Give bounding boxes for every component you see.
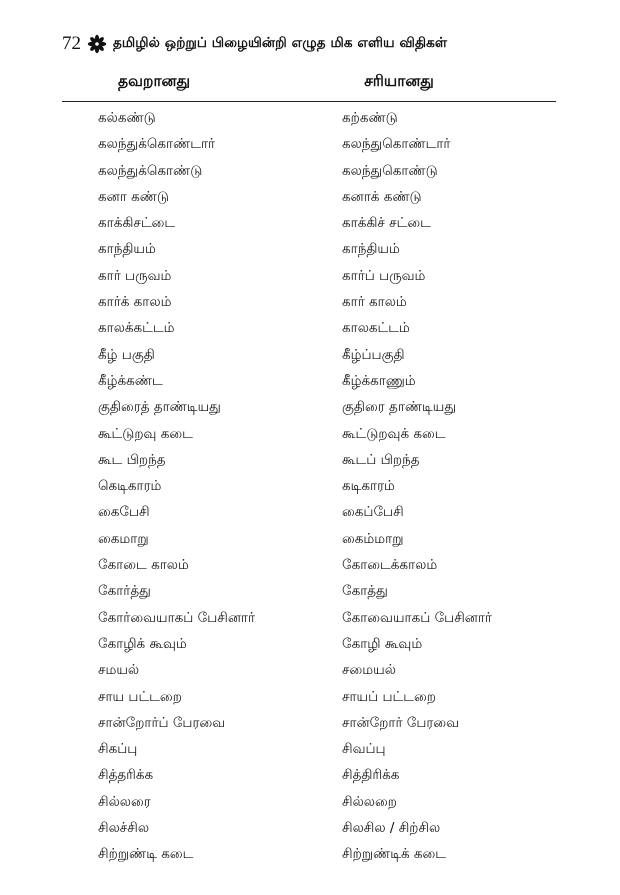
table-row xyxy=(0,631,620,657)
correct-form: காலகட்டம் xyxy=(342,320,410,337)
correct-form: சிவப்பு xyxy=(342,741,386,758)
wrong-form: கீழ் பகுதி xyxy=(98,346,155,363)
correct-form: கார்ப் பருவம் xyxy=(342,267,426,284)
correct-form: கீழ்ப்பகுதி xyxy=(342,346,405,363)
wrong-form: காந்தியம் xyxy=(98,241,156,258)
correct-form: கைப்பேசி xyxy=(342,504,404,521)
wrong-form: கைபேசி xyxy=(98,504,150,521)
correct-form: சித்திரிக்க xyxy=(342,767,400,784)
correct-form: கோத்து xyxy=(342,583,388,600)
correct-form: கூட்டுறவுக் கடை xyxy=(342,425,446,442)
correct-form: கூடப் பிறந்த xyxy=(342,451,420,468)
correct-form: கீழ்க்காணும் xyxy=(342,372,416,389)
wrong-form: கார்க் காலம் xyxy=(98,294,172,311)
table-row xyxy=(0,315,620,341)
correct-form: சில்லறை xyxy=(342,793,397,810)
correct-form: கடிகாரம் xyxy=(342,478,395,495)
wrong-form: சான்றோர்ப் பேரவை xyxy=(98,714,226,731)
table-row xyxy=(0,473,620,499)
wrong-form: கோடை காலம் xyxy=(98,557,189,574)
wrong-form: கூட்டுறவு கடை xyxy=(98,425,193,442)
wrong-form: கீழ்க்கண்ட xyxy=(98,372,163,389)
running-header xyxy=(62,30,447,58)
wrong-form: குதிரைத் தாண்டியது xyxy=(98,399,221,416)
correct-form: கோழி கூவும் xyxy=(342,635,423,652)
table-row xyxy=(0,131,620,157)
wrong-form: சிகப்பு xyxy=(98,741,138,758)
flower-ornament-icon xyxy=(87,34,107,54)
wrong-form: கல்கண்டு xyxy=(98,110,156,126)
table-row xyxy=(0,368,620,394)
table-row xyxy=(0,421,620,447)
wrong-form: கார் பருவம் xyxy=(98,267,172,284)
wrong-form: சாய பட்டறை xyxy=(98,688,182,705)
correct-form: கற்கண்டு xyxy=(342,110,398,126)
table-row xyxy=(0,657,620,683)
wrong-form: கெடிகாரம் xyxy=(98,478,162,495)
correct-form: கலந்துகொண்டு xyxy=(342,162,438,179)
table-row xyxy=(0,236,620,262)
table-row xyxy=(0,158,620,184)
wrong-form: சில்லரை xyxy=(98,793,151,810)
correct-form: சமையல் xyxy=(342,662,396,679)
table-row xyxy=(0,736,620,762)
table-row xyxy=(0,289,620,315)
wrong-form: சிலச்சில xyxy=(98,820,150,837)
correct-form: கோடைக்காலம் xyxy=(342,557,438,574)
table-row xyxy=(0,105,620,131)
word-table xyxy=(0,105,620,868)
table-row xyxy=(0,605,620,631)
wrong-form: கனா கண்டு xyxy=(98,188,169,205)
table-row xyxy=(0,447,620,473)
column-heading-right: சரியானது xyxy=(364,72,434,90)
page-number: 72 xyxy=(62,33,81,54)
table-row xyxy=(0,684,620,710)
table-row xyxy=(0,552,620,578)
table-row xyxy=(0,815,620,841)
correct-form: சான்றோர் பேரவை xyxy=(342,714,460,731)
wrong-form: கோழிக் கூவும் xyxy=(98,635,187,652)
table-row xyxy=(0,394,620,420)
correct-form: சிற்றுண்டிக் கடை xyxy=(342,846,447,863)
wrong-form: காக்கிசட்டை xyxy=(98,215,176,232)
table-row xyxy=(0,499,620,525)
correct-form: கோவையாகப் பேசினார் xyxy=(342,609,492,626)
wrong-form: காலக்கட்டம் xyxy=(98,320,175,337)
wrong-form: கோர்த்து xyxy=(98,583,151,600)
table-row xyxy=(0,789,620,815)
wrong-form: சமயல் xyxy=(98,662,140,679)
wrong-form: கலந்துக்கொண்டு xyxy=(98,162,203,179)
table-row xyxy=(0,263,620,289)
table-row xyxy=(0,526,620,552)
table-row xyxy=(0,710,620,736)
correct-form: குதிரை தாண்டியது xyxy=(342,399,457,416)
wrong-form: கூட பிறந்த xyxy=(98,451,166,468)
correct-form: சிலசில / சிற்சில xyxy=(342,820,441,837)
correct-form: கார் காலம் xyxy=(342,294,407,311)
running-title: தமிழில் ஒற்றுப் பிழையின்றி எழுத மிக எளிய விதிகள் xyxy=(113,35,448,51)
correct-form: சாயப் பட்டறை xyxy=(342,688,436,705)
correct-form: காக்கிச் சட்டை xyxy=(342,215,431,232)
table-row xyxy=(0,578,620,604)
correct-form: காந்தியம் xyxy=(342,241,400,258)
table-row xyxy=(0,184,620,210)
wrong-form: சிற்றுண்டி கடை xyxy=(98,846,194,863)
wrong-form: சித்தரிக்க xyxy=(98,767,154,784)
column-headings xyxy=(0,72,620,98)
table-row xyxy=(0,762,620,788)
wrong-form: கோர்வையாகப் பேசினார் xyxy=(98,609,256,626)
table-row xyxy=(0,210,620,236)
wrong-form: கலந்துக்கொண்டார் xyxy=(98,136,216,153)
table-row xyxy=(0,841,620,867)
correct-form: கைம்மாறு xyxy=(342,530,404,547)
correct-form: கனாக் கண்டு xyxy=(342,188,422,205)
wrong-form: கைமாறு xyxy=(98,530,149,547)
column-heading-wrong: தவறானது xyxy=(117,72,191,90)
header-rule xyxy=(62,101,556,102)
correct-form: கலந்துகொண்டார் xyxy=(342,136,451,153)
table-row xyxy=(0,342,620,368)
